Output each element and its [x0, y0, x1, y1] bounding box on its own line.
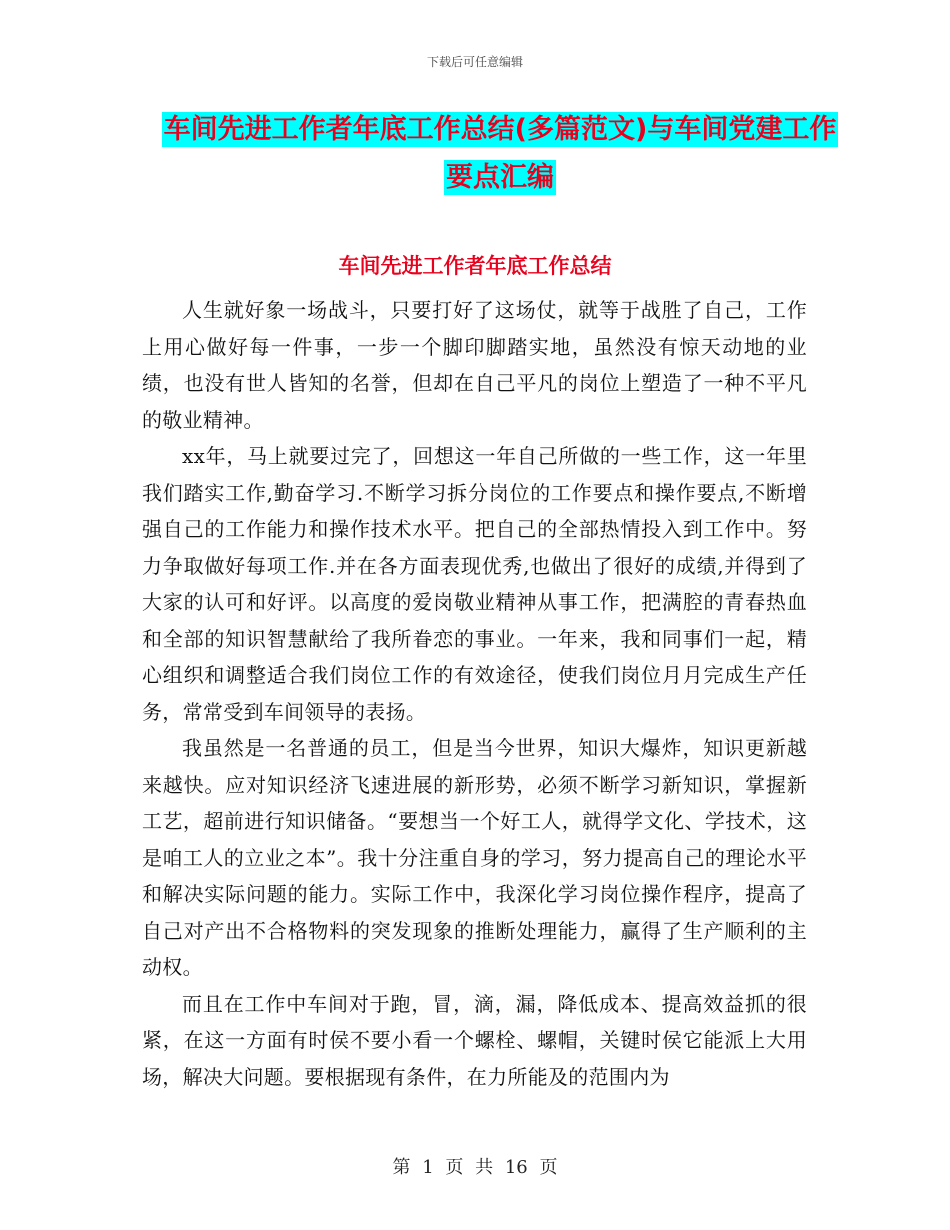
header-note: 下载后可任意编辑	[426, 55, 523, 69]
paragraph: 而且在工作中车间对于跑，冒，滴，漏，降低成本、提高效益抓的很紧，在这一方面有时侯不要小看一个螺栓、螺帽，关键时侯它能派上大用场，解决大问题。要根据现有条件，在力所能及的范围内为	[142, 991, 807, 1089]
document-title	[150, 106, 850, 202]
page-number-footer: 第 1 页 共 16 页	[392, 1157, 558, 1178]
paragraph: 人生就好象一场战斗，只要打好了这场仗，就等于战胜了自己，工作上用心做好每一件事，一步一个脚印脚踏实地，虽然没有惊天动地的业绩，也没有世人皆知的名誉，但却在自己平凡的岗位上塑造了一种不平凡的敬业精神。	[142, 298, 807, 432]
document-title-text: 车间先进工作者年底工作总结(多篇范文)与车间党建工作要点汇编	[163, 114, 837, 193]
paragraph: 我虽然是一名普通的员工，但是当今世界，知识大爆炸，知识更新越来越快。应对知识经济飞速进展的新形势，必须不断学习新知识，掌握新工艺，超前进行知识储备。“要想当一个好工人，就得学文化、学技术，这是咱工人的立业之本”。我十分注重自身的学习，努力提高自己的理论水平和解决实际问题的能力。实际工作中，我深化学习岗位操作程序，提高了自己对产出不合格物料的突发现象的推断处理能力，赢得了生产顺利的主动权。	[142, 736, 807, 979]
section-title: 车间先进工作者年底工作总结	[338, 254, 612, 278]
body-text	[142, 292, 807, 1095]
paragraph: xx年，马上就要过完了，回想这一年自己所做的一些工作，这一年里我们踏实工作,勤奋学习.不断学习拆分岗位的工作要点和操作要点,不断增强自己的工作能力和操作技术水平。把自己的全部热情投入到工作中。努力争取做好每项工作.并在各方面表现优秀,也做出了很好的成绩,并得到了大家的认可和好评。以高度的爱岗敬业精神从事工作，把满腔的青春热血和全部的知识智慧献给了我所眷恋的事业。一年来，我和同事们一起，精心组织和调整适合我们岗位工作的有效途径，使我们岗位月月完成生产任务，常常受到车间领导的表扬。	[142, 444, 807, 724]
